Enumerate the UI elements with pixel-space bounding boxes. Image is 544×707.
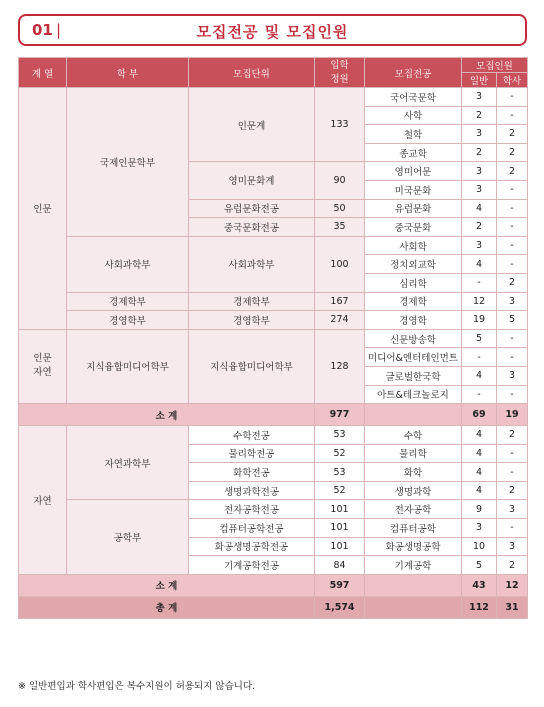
unit-cell: 유럽문화전공	[189, 199, 315, 218]
unit-cell: 수학전공	[189, 426, 315, 445]
general-cell: 5	[462, 556, 497, 575]
general-cell: 2	[462, 143, 497, 162]
subtotal-quota: 977	[315, 404, 365, 426]
major-cell: 화학	[365, 463, 462, 482]
total-general: 112	[462, 596, 497, 618]
bachelor-cell: 3	[497, 292, 528, 311]
major-cell: 중국문화	[365, 218, 462, 237]
bachelor-cell: 3	[497, 366, 528, 385]
quota-cell: 50	[315, 199, 365, 218]
general-cell: 4	[462, 366, 497, 385]
subtotal-blank	[365, 404, 462, 426]
general-cell: 9	[462, 500, 497, 519]
bachelor-cell: -	[497, 180, 528, 199]
general-cell: 4	[462, 444, 497, 463]
major-cell: 신문방송학	[365, 329, 462, 348]
bachelor-cell: -	[497, 463, 528, 482]
unit-cell: 사회과학부	[189, 236, 315, 292]
major-cell: 심리학	[365, 273, 462, 292]
faculty-cell: 사회과학부	[67, 236, 189, 292]
major-cell: 전자공학	[365, 500, 462, 519]
major-cell: 유럽문화	[365, 199, 462, 218]
major-cell: 정치외교학	[365, 255, 462, 274]
subtotal-row	[19, 574, 528, 596]
bachelor-cell: -	[497, 218, 528, 237]
bachelor-cell: -	[497, 385, 528, 404]
major-cell: 기계공학	[365, 556, 462, 575]
major-cell: 수학	[365, 426, 462, 445]
quota-cell: 53	[315, 426, 365, 445]
major-cell: 컴퓨터공학	[365, 519, 462, 538]
general-cell: 10	[462, 537, 497, 556]
major-cell: 영미어문	[365, 162, 462, 181]
col-unit: 모집단위	[189, 58, 315, 88]
col-recruit: 모집인원	[462, 58, 528, 73]
col-general: 일반	[462, 73, 497, 88]
major-cell: 종교학	[365, 143, 462, 162]
general-cell: 2	[462, 106, 497, 125]
group-cell: 자연	[19, 426, 67, 575]
quota-cell: 90	[315, 162, 365, 199]
general-cell: 3	[462, 88, 497, 107]
total-blank	[365, 596, 462, 618]
unit-cell: 전자공학전공	[189, 500, 315, 519]
major-cell: 경제학	[365, 292, 462, 311]
major-cell: 생명과학	[365, 481, 462, 500]
general-cell: 3	[462, 180, 497, 199]
recruitment-table	[18, 57, 528, 619]
bachelor-cell: 5	[497, 311, 528, 330]
faculty-cell: 자연과학부	[67, 426, 189, 500]
quota-cell: 133	[315, 88, 365, 162]
unit-cell: 생명과학전공	[189, 481, 315, 500]
subtotal-quota: 597	[315, 574, 365, 596]
quota-cell: 101	[315, 500, 365, 519]
bachelor-cell: 2	[497, 125, 528, 144]
quota-cell: 52	[315, 444, 365, 463]
unit-cell: 경제학부	[189, 292, 315, 311]
general-cell: -	[462, 348, 497, 367]
general-cell: 3	[462, 125, 497, 144]
quota-cell: 53	[315, 463, 365, 482]
subtotal-label: 소 계	[19, 574, 315, 596]
major-cell: 글로벌한국학	[365, 366, 462, 385]
col-major: 모집전공	[365, 58, 462, 88]
unit-cell: 컴퓨터공학전공	[189, 519, 315, 538]
general-cell: 4	[462, 199, 497, 218]
unit-cell: 기계공학전공	[189, 556, 315, 575]
quota-cell: 128	[315, 329, 365, 403]
general-cell: 4	[462, 481, 497, 500]
section-title: 모집전공 및 모집인원	[196, 23, 349, 41]
subtotal-label: 소 계	[19, 404, 315, 426]
general-cell: 12	[462, 292, 497, 311]
general-cell: 5	[462, 329, 497, 348]
subtotal-general: 69	[462, 404, 497, 426]
unit-cell: 지식융합미디어학부	[189, 329, 315, 403]
general-cell: 3	[462, 162, 497, 181]
total-bachelor: 31	[497, 596, 528, 618]
group-cell: 인문	[19, 88, 67, 330]
total-label: 총 계	[19, 596, 315, 618]
quota-cell: 84	[315, 556, 365, 575]
bachelor-cell: -	[497, 199, 528, 218]
subtotal-row	[19, 404, 528, 426]
col-faculty: 학 부	[67, 58, 189, 88]
general-cell: -	[462, 273, 497, 292]
bachelor-cell: -	[497, 255, 528, 274]
major-cell: 아트&테크놀로지	[365, 385, 462, 404]
quota-cell: 100	[315, 236, 365, 292]
unit-cell: 화공생명공학전공	[189, 537, 315, 556]
general-cell: 3	[462, 236, 497, 255]
bachelor-cell: -	[497, 88, 528, 107]
general-cell: 19	[462, 311, 497, 330]
bachelor-cell: -	[497, 106, 528, 125]
bachelor-cell: 3	[497, 500, 528, 519]
unit-cell: 중국문화전공	[189, 218, 315, 237]
quota-cell: 35	[315, 218, 365, 237]
bachelor-cell: -	[497, 236, 528, 255]
faculty-cell: 공학부	[67, 500, 189, 574]
major-cell: 철학	[365, 125, 462, 144]
section-divider: |	[56, 21, 62, 39]
faculty-cell: 국제인문학부	[67, 88, 189, 237]
major-cell: 국어국문학	[365, 88, 462, 107]
general-cell: 3	[462, 519, 497, 538]
quota-cell: 274	[315, 311, 365, 330]
major-cell: 미국문화	[365, 180, 462, 199]
unit-cell: 화학전공	[189, 463, 315, 482]
section-number: 01	[32, 21, 53, 39]
major-cell: 사학	[365, 106, 462, 125]
major-cell: 물리학	[365, 444, 462, 463]
subtotal-bachelor: 19	[497, 404, 528, 426]
major-cell: 화공생명공학	[365, 537, 462, 556]
faculty-cell: 지식융합미디어학부	[67, 329, 189, 403]
subtotal-blank	[365, 574, 462, 596]
section-header	[18, 14, 527, 46]
col-quota: 입학 정원	[315, 58, 365, 88]
bachelor-cell: 2	[497, 426, 528, 445]
bachelor-cell: -	[497, 348, 528, 367]
unit-cell: 물리학전공	[189, 444, 315, 463]
footnote: ※ 일반편입과 학사편입은 복수지원이 허용되지 않습니다.	[18, 681, 256, 692]
general-cell: 4	[462, 255, 497, 274]
faculty-cell: 경영학부	[67, 311, 189, 330]
total-row	[19, 596, 528, 618]
quota-cell: 101	[315, 519, 365, 538]
bachelor-cell: 2	[497, 162, 528, 181]
unit-cell: 영미문화계	[189, 162, 315, 199]
unit-cell: 경영학부	[189, 311, 315, 330]
bachelor-cell: 2	[497, 481, 528, 500]
unit-cell: 인문계	[189, 88, 315, 162]
quota-cell: 52	[315, 481, 365, 500]
quota-cell: 101	[315, 537, 365, 556]
major-cell: 경영학	[365, 311, 462, 330]
bachelor-cell: -	[497, 519, 528, 538]
faculty-cell: 경제학부	[67, 292, 189, 311]
col-bachelor: 학사	[497, 73, 528, 88]
subtotal-bachelor: 12	[497, 574, 528, 596]
group-cell: 인문 자연	[19, 329, 67, 403]
major-cell: 미디어&엔터테인먼트	[365, 348, 462, 367]
major-cell: 사회학	[365, 236, 462, 255]
general-cell: 4	[462, 426, 497, 445]
bachelor-cell: 2	[497, 143, 528, 162]
quota-cell: 167	[315, 292, 365, 311]
total-quota: 1,574	[315, 596, 365, 618]
general-cell: 2	[462, 218, 497, 237]
bachelor-cell: 3	[497, 537, 528, 556]
general-cell: 4	[462, 463, 497, 482]
bachelor-cell: -	[497, 444, 528, 463]
general-cell: -	[462, 385, 497, 404]
col-group: 계 열	[19, 58, 67, 88]
bachelor-cell: 2	[497, 556, 528, 575]
bachelor-cell: -	[497, 329, 528, 348]
bachelor-cell: 2	[497, 273, 528, 292]
subtotal-general: 43	[462, 574, 497, 596]
